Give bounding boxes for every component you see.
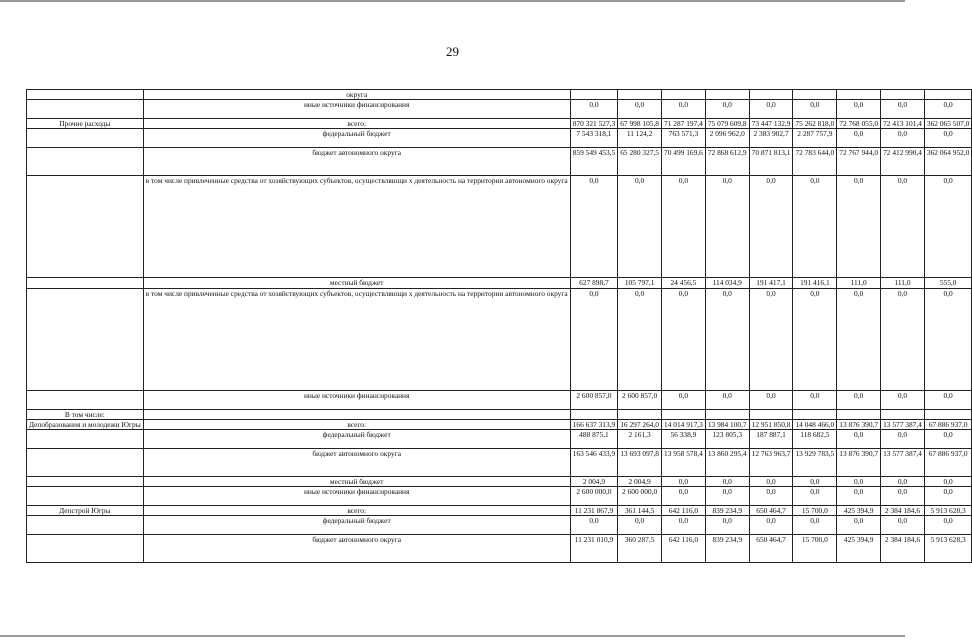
value-cell: 67 998 105,8 [618, 119, 662, 129]
table-row [27, 278, 972, 288]
value-cell: 13 876 390,7 [837, 449, 881, 477]
value-cell: 0,0 [837, 487, 881, 506]
value-cell: 5 913 628,3 [924, 506, 972, 516]
value-cell: 0,0 [837, 477, 881, 487]
table-row [27, 516, 972, 535]
table-row [27, 100, 972, 119]
value-cell: 0,0 [793, 100, 837, 119]
funding-source-cell: федеральный бюджет [143, 129, 570, 148]
funding-source-cell: всего: [143, 419, 570, 429]
funding-source-cell: федеральный бюджет [143, 516, 570, 535]
value-cell: 0,0 [924, 129, 972, 148]
value-cell: 0,0 [881, 487, 925, 506]
value-cell: 13 984 100,7 [705, 419, 749, 429]
value-cell: 0,0 [705, 390, 749, 409]
table-row [27, 430, 972, 449]
value-cell [749, 90, 793, 100]
scan-bottom-edge [0, 635, 905, 637]
value-cell: 0,0 [793, 477, 837, 487]
value-cell: 0,0 [881, 430, 925, 449]
value-cell: 5 913 628,3 [924, 535, 972, 563]
value-cell: 0,0 [881, 516, 925, 535]
value-cell: 11 231 867,9 [570, 506, 618, 516]
value-cell: 0,0 [662, 100, 706, 119]
value-cell: 2 600 857,0 [570, 390, 618, 409]
value-cell: 0,0 [749, 390, 793, 409]
program-cell: В том числе: [27, 409, 144, 419]
value-cell: 2 287 757,9 [793, 129, 837, 148]
value-cell: 13 958 578,4 [662, 449, 706, 477]
value-cell: 65 280 327,5 [618, 148, 662, 176]
value-cell: 763 571,3 [662, 129, 706, 148]
value-cell: 56 338,9 [662, 430, 706, 449]
value-cell: 0,0 [749, 487, 793, 506]
funding-source-cell: местный бюджет [143, 477, 570, 487]
program-cell: Депстрой Югры [27, 506, 144, 516]
value-cell: 0,0 [924, 176, 972, 278]
table-row [27, 148, 972, 176]
program-cell [27, 516, 144, 535]
value-cell: 650 464,7 [749, 535, 793, 563]
value-cell: 111,0 [837, 278, 881, 288]
value-cell: 72 413 101,4 [881, 119, 925, 129]
value-cell: 15 700,0 [793, 506, 837, 516]
value-cell: 163 546 433,9 [570, 449, 618, 477]
value-cell: 191 417,1 [749, 278, 793, 288]
value-cell: 0,0 [837, 390, 881, 409]
table-row [27, 535, 972, 563]
value-cell: 2 384 184,6 [881, 506, 925, 516]
value-cell: 0,0 [881, 477, 925, 487]
program-cell [27, 129, 144, 148]
value-cell: 488 875,1 [570, 430, 618, 449]
value-cell [662, 409, 706, 419]
table-row [27, 129, 972, 148]
value-cell: 0,0 [749, 176, 793, 278]
scan-top-edge [0, 0, 905, 2]
value-cell: 13 860 295,4 [705, 449, 749, 477]
table-row [27, 119, 972, 129]
table-row [27, 506, 972, 516]
program-cell [27, 278, 144, 288]
funding-source-cell: в том числе привлеченные средства от хозяйствующих субъектов, осуществляющи х деятельность на территории автономного округа [143, 288, 570, 390]
value-cell: 67 886 937,0 [924, 449, 972, 477]
program-cell [27, 449, 144, 477]
value-cell: 0,0 [881, 288, 925, 390]
value-cell [749, 409, 793, 419]
value-cell: 0,0 [793, 176, 837, 278]
value-cell: 2 096 962,0 [705, 129, 749, 148]
program-cell: Прочие расходы [27, 119, 144, 129]
value-cell: 839 234,9 [705, 535, 749, 563]
value-cell [881, 90, 925, 100]
funding-source-cell: бюджет автономного округа [143, 535, 570, 563]
value-cell: 0,0 [662, 390, 706, 409]
program-cell [27, 148, 144, 176]
value-cell: 2 600 000,0 [618, 487, 662, 506]
value-cell [924, 90, 972, 100]
program-cell [27, 390, 144, 409]
funding-source-cell: всего: [143, 506, 570, 516]
value-cell [570, 409, 618, 419]
value-cell: 650 464,7 [749, 506, 793, 516]
program-cell [27, 100, 144, 119]
value-cell [793, 409, 837, 419]
value-cell [662, 90, 706, 100]
value-cell [837, 409, 881, 419]
value-cell: 0,0 [705, 477, 749, 487]
value-cell: 187 887,1 [749, 430, 793, 449]
value-cell [618, 90, 662, 100]
value-cell: 0,0 [618, 288, 662, 390]
value-cell: 2 600 857,0 [618, 390, 662, 409]
value-cell: 72 768 055,0 [837, 119, 881, 129]
value-cell: 0,0 [662, 176, 706, 278]
value-cell: 0,0 [749, 516, 793, 535]
value-cell: 0,0 [705, 516, 749, 535]
program-cell [27, 90, 144, 100]
funding-source-cell [143, 409, 570, 419]
value-cell: 67 886 937,0 [924, 419, 972, 429]
value-cell: 11 124,2 [618, 129, 662, 148]
value-cell: 362 065 507,0 [924, 119, 972, 129]
value-cell: 0,0 [570, 288, 618, 390]
table-row [27, 176, 972, 278]
value-cell: 361 144,5 [618, 506, 662, 516]
value-cell: 0,0 [705, 100, 749, 119]
value-cell: 0,0 [705, 487, 749, 506]
value-cell: 191 416,1 [793, 278, 837, 288]
value-cell [618, 409, 662, 419]
value-cell: 166 637 313,9 [570, 419, 618, 429]
value-cell: 0,0 [662, 288, 706, 390]
table-row [27, 409, 972, 419]
value-cell: 0,0 [749, 100, 793, 119]
value-cell: 2 004,9 [618, 477, 662, 487]
value-cell: 0,0 [837, 430, 881, 449]
value-cell: 642 116,0 [662, 506, 706, 516]
funding-source-cell: местный бюджет [143, 278, 570, 288]
funding-source-cell: в том числе привлеченные средства от хозяйствующих субъектов, осуществляющи х деятельность на территории автономного округа [143, 176, 570, 278]
table-row [27, 390, 972, 409]
value-cell: 71 287 197,4 [662, 119, 706, 129]
value-cell: 0,0 [837, 129, 881, 148]
value-cell: 2 384 184,6 [881, 535, 925, 563]
value-cell: 11 231 010,9 [570, 535, 618, 563]
table-row [27, 90, 972, 100]
value-cell: 0,0 [881, 176, 925, 278]
value-cell: 118 682,5 [793, 430, 837, 449]
value-cell: 12 951 850,8 [749, 419, 793, 429]
funding-source-cell: округа [143, 90, 570, 100]
value-cell: 72 412 990,4 [881, 148, 925, 176]
value-cell: 0,0 [837, 516, 881, 535]
funding-source-cell: бюджет автономного округа [143, 148, 570, 176]
value-cell: 0,0 [662, 487, 706, 506]
funding-source-cell: иные источники финансирования [143, 390, 570, 409]
table-row [27, 449, 972, 477]
value-cell: 0,0 [618, 176, 662, 278]
value-cell: 0,0 [662, 516, 706, 535]
value-cell: 642 116,0 [662, 535, 706, 563]
value-cell: 2 161,3 [618, 430, 662, 449]
value-cell: 0,0 [793, 288, 837, 390]
table-row [27, 288, 972, 390]
value-cell: 0,0 [618, 100, 662, 119]
program-cell [27, 430, 144, 449]
value-cell: 14 048 466,0 [793, 419, 837, 429]
value-cell: 0,0 [837, 288, 881, 390]
value-cell: 70 871 813,1 [749, 148, 793, 176]
funding-source-cell: федеральный бюджет [143, 430, 570, 449]
funding-source-cell: иные источники финансирования [143, 487, 570, 506]
value-cell: 425 394,9 [837, 535, 881, 563]
value-cell: 0,0 [881, 100, 925, 119]
value-cell: 0,0 [924, 390, 972, 409]
value-cell: 0,0 [924, 516, 972, 535]
value-cell: 24 456,5 [662, 278, 706, 288]
value-cell: 0,0 [793, 487, 837, 506]
value-cell: 0,0 [924, 430, 972, 449]
value-cell: 0,0 [924, 487, 972, 506]
value-cell: 0,0 [749, 288, 793, 390]
budget-table [26, 89, 972, 563]
value-cell [881, 409, 925, 419]
value-cell: 0,0 [749, 477, 793, 487]
value-cell: 0,0 [570, 176, 618, 278]
value-cell: 114 034,9 [705, 278, 749, 288]
value-cell: 13 577 387,4 [881, 449, 925, 477]
value-cell: 12 763 963,7 [749, 449, 793, 477]
value-cell: 72 783 644,0 [793, 148, 837, 176]
value-cell: 360 287,5 [618, 535, 662, 563]
value-cell: 15 700,0 [793, 535, 837, 563]
value-cell: 627 898,7 [570, 278, 618, 288]
value-cell: 72 868 612,9 [705, 148, 749, 176]
funding-source-cell: иные источники финансирования [143, 100, 570, 119]
value-cell: 0,0 [924, 477, 972, 487]
table-row [27, 477, 972, 487]
value-cell: 2 004,9 [570, 477, 618, 487]
value-cell: 75 262 818,0 [793, 119, 837, 129]
value-cell: 0,0 [881, 390, 925, 409]
value-cell: 362 064 952,0 [924, 148, 972, 176]
value-cell: 111,0 [881, 278, 925, 288]
value-cell: 425 394,9 [837, 506, 881, 516]
value-cell: 0,0 [705, 176, 749, 278]
value-cell [570, 90, 618, 100]
value-cell: 13 577 387,4 [881, 419, 925, 429]
value-cell: 0,0 [837, 100, 881, 119]
value-cell: 859 549 453,5 [570, 148, 618, 176]
value-cell: 0,0 [837, 176, 881, 278]
funding-source-cell: всего: [143, 119, 570, 129]
value-cell: 13 693 097,8 [618, 449, 662, 477]
value-cell: 70 499 169,6 [662, 148, 706, 176]
value-cell: 7 543 318,1 [570, 129, 618, 148]
value-cell: 105 797,1 [618, 278, 662, 288]
value-cell: 0,0 [570, 516, 618, 535]
value-cell [924, 409, 972, 419]
value-cell: 839 234,9 [705, 506, 749, 516]
value-cell: 13 929 783,5 [793, 449, 837, 477]
value-cell: 0,0 [662, 477, 706, 487]
value-cell: 0,0 [793, 390, 837, 409]
value-cell: 555,0 [924, 278, 972, 288]
value-cell: 73 447 132,9 [749, 119, 793, 129]
value-cell: 13 876 390,7 [837, 419, 881, 429]
value-cell [705, 409, 749, 419]
value-cell [793, 90, 837, 100]
value-cell: 0,0 [924, 100, 972, 119]
program-cell [27, 477, 144, 487]
value-cell: 123 805,3 [705, 430, 749, 449]
table-row [27, 419, 972, 429]
program-cell [27, 487, 144, 506]
value-cell: 0,0 [924, 288, 972, 390]
value-cell [837, 90, 881, 100]
value-cell: 0,0 [570, 100, 618, 119]
value-cell: 75 079 609,8 [705, 119, 749, 129]
value-cell: 72 767 944,0 [837, 148, 881, 176]
value-cell: 16 297 264,0 [618, 419, 662, 429]
value-cell [705, 90, 749, 100]
page-number: 29 [446, 44, 459, 59]
value-cell: 0,0 [618, 516, 662, 535]
value-cell: 2 383 902,7 [749, 129, 793, 148]
value-cell: 0,0 [793, 516, 837, 535]
value-cell: 0,0 [705, 288, 749, 390]
program-cell [27, 176, 144, 278]
value-cell: 0,0 [881, 129, 925, 148]
value-cell: 2 600 000,0 [570, 487, 618, 506]
program-cell: Депобразования и молодежи Югры [27, 419, 144, 429]
value-cell: 14 014 917,3 [662, 419, 706, 429]
program-cell [27, 535, 144, 563]
value-cell: 870 321 527,3 [570, 119, 618, 129]
program-cell [27, 288, 144, 390]
table-row [27, 487, 972, 506]
funding-source-cell: бюджет автономного округа [143, 449, 570, 477]
